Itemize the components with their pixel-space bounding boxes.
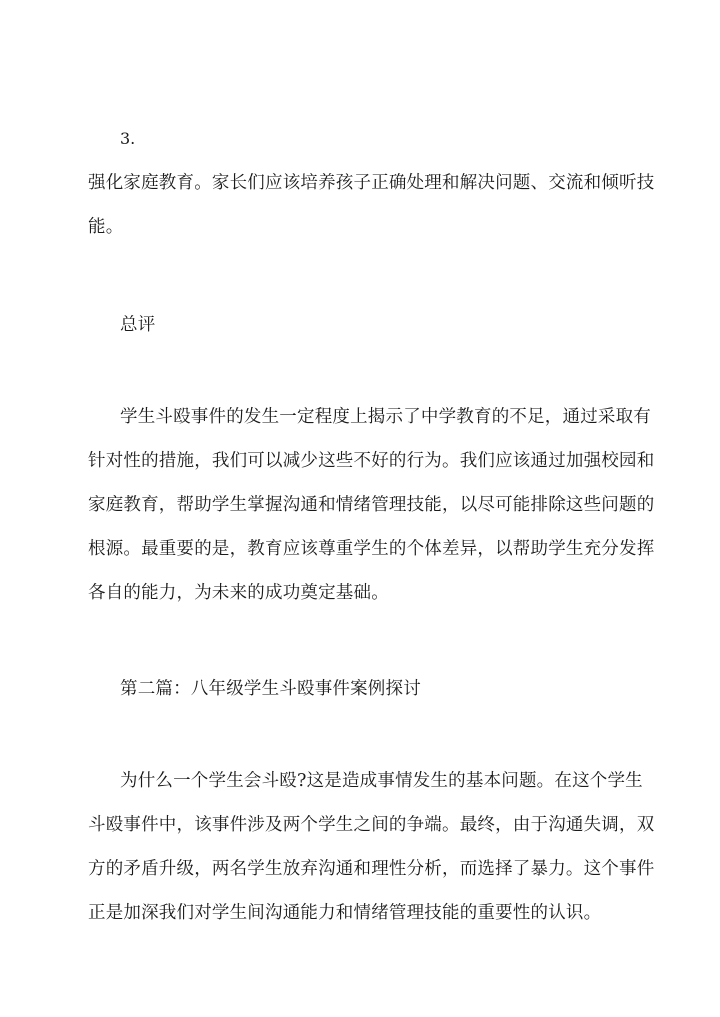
paragraph-line: 方的矛盾升级，两名学生放弃沟通和理性分析，而选择了暴力。这个事件 (88, 859, 655, 879)
paragraph-line: 针对性的措施，我们可以减少这些不好的行为。我们应该通过加强校园和 (88, 451, 655, 471)
paragraph-line: 根源。最重要的是，教育应该尊重学生的个体差异，以帮助学生充分发挥 (88, 539, 655, 559)
paragraph-line: 学生斗殴事件的发生一定程度上揭示了中学教育的不足，通过采取有 (120, 407, 651, 427)
paragraph-line: 正是加深我们对学生间沟通能力和情绪管理技能的重要性的认识。 (88, 903, 602, 923)
paragraph-line: 强化家庭教育。家长们应该培养孩子正确处理和解决问题、交流和倾听技 (88, 173, 655, 193)
section-number: 3. (120, 129, 136, 148)
paragraph-line: 各自的能力，为未来的成功奠定基础。 (88, 583, 389, 603)
paragraph-line: 为什么一个学生会斗殴?这是造成事情发生的基本问题。在这个学生 (120, 771, 643, 791)
paragraph-line: 能。 (88, 217, 124, 237)
section-heading: 总评 (120, 315, 156, 335)
paragraph-line: 家庭教育，帮助学生掌握沟通和情绪管理技能，以尽可能排除这些问题的 (88, 495, 655, 515)
chapter-heading: 第二篇：八年级学生斗殴事件案例探讨 (120, 679, 421, 699)
paragraph-line: 斗殴事件中，该事件涉及两个学生之间的争端。最终，由于沟通失调，双 (88, 815, 655, 835)
